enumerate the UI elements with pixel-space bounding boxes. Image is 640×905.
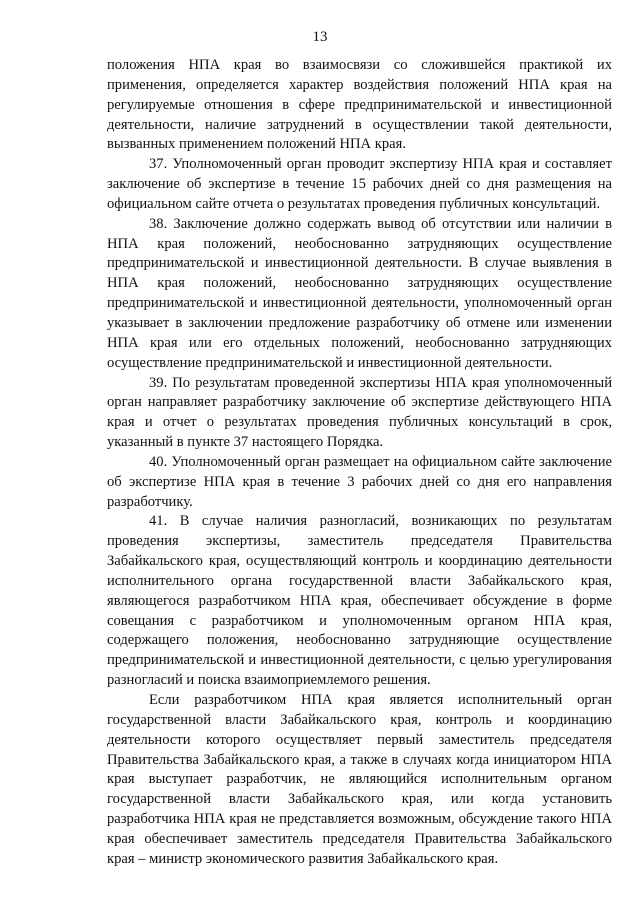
paragraph-38: 38. Заключение должно содержать вывод об отсутствии или наличии в НПА края положений, необоснованно затрудняющих осуществление предпринимательской и инвестиционной деятельности. В случае выявления в НПА края положений, необоснованно затрудняющих осуществление предпринимательской и инвестиционной деятельности, уполномоченный орган указывает в заключении предложение разработчику об отмене или изменении НПА края или его отдельных положений, необоснованно затрудняющих осуществление предпринимательской и инвестиционной деятельности. [107,215,612,371]
paragraph-continuation: положения НПА края во взаимосвязи со сложившейся практикой их применения, определяется характер воздействия положений НПА края на регулируемые отношения в сфере предпринимательской и инвестиционной деятельности, наличие затруднений в осуществлении такой деятельности, вызванных применением положений НПА края. [107,57,612,153]
paragraph-41-continued: Если разработчиком НПА края является исполнительный орган государственной власти Забайкальского края, контроль и координацию деятельности которого осуществляет первый заместитель председателя Правительства Забайкальского края, а также в случаях когда инициатором НПА края выступает разработчик, не являющийся исполнительным органом государственной власти Забайкальского края, или когда установить разработчика НПА края не представляется возможным, обсуждение такого НПА края обеспечивает заместитель председателя Правительства Забайкальского края – министр экономического развития Забайкальского края. [107,692,612,867]
page-number: 13 [312,29,328,45]
document-body [107,56,612,870]
paragraph-39: 39. По результатам проведенной экспертизы НПА края уполномоченный орган направляет разработчику заключение об экспертизе действующего НПА края и отчет о результатах проведения публичных консультаций в срок, указанный в пункте 37 настоящего Порядка. [107,374,612,451]
paragraph-40: 40. Уполномоченный орган размещает на официальном сайте заключение об экспертизе НПА края в течение 3 рабочих дней со дня его направления разработчику. [107,453,612,510]
paragraph-41: 41. В случае наличия разногласий, возникающих по результатам проведения экспертизы, заместитель председателя Правительства Забайкальского края, осуществляющий контроль и координацию деятельности исполнительного органа государственной власти Забайкальского края, являющегося разработчиком НПА края, обеспечивает обсуждение в форме совещания с разработчиком и уполномоченным органом НПА края, содержащего положения, необоснованно затрудняющие осуществление предпринимательской и инвестиционной деятельности, с целью урегулирования разногласий и поиска взаимоприемлемого решения. [107,513,612,689]
paragraph-37: 37. Уполномоченный орган проводит экспертизу НПА края и составляет заключение об экспертизе в течение 15 рабочих дней со дня размещения на официальном сайте отчета о результатах проведения публичных консультаций. [107,156,612,212]
